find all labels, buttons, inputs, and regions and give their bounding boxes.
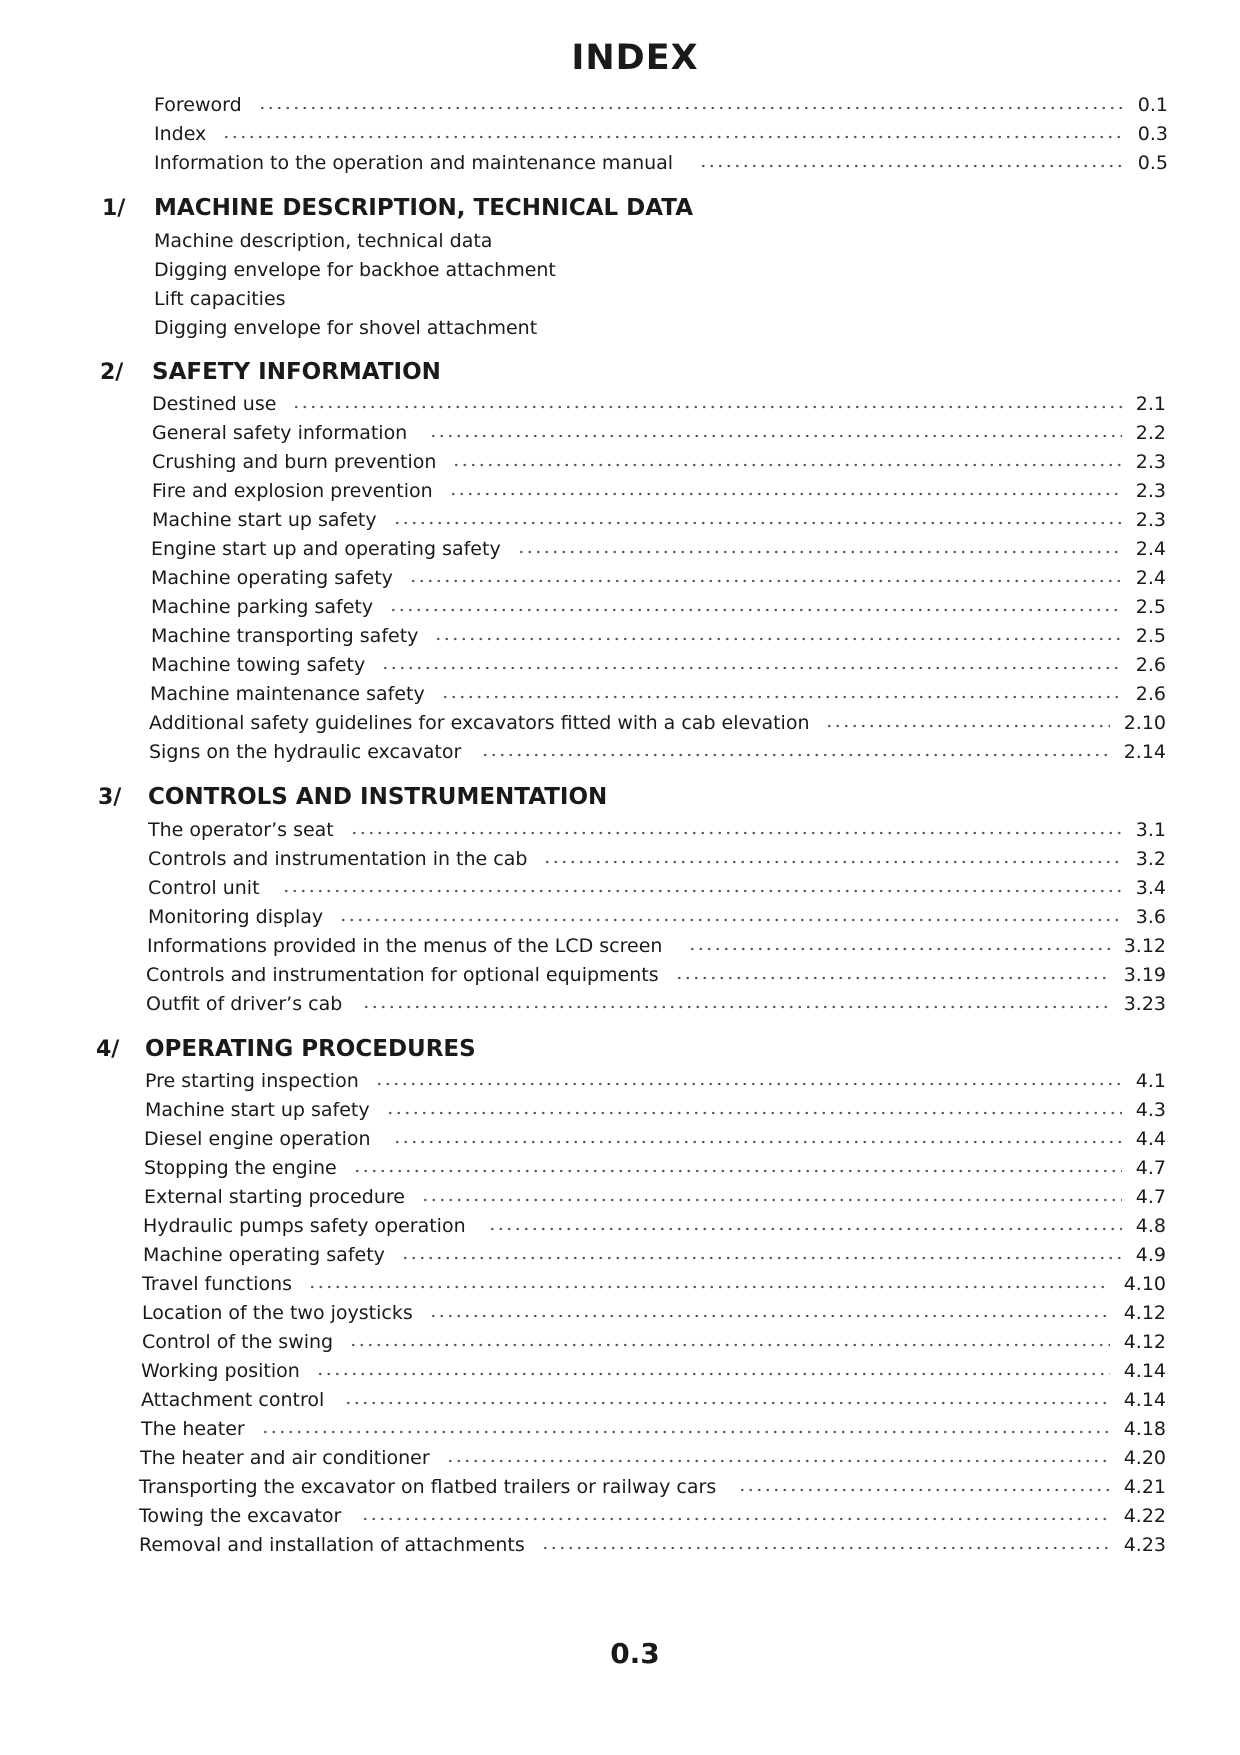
toc-entry[interactable] bbox=[154, 123, 1168, 151]
dot-leader bbox=[362, 1004, 1109, 1010]
toc-entry-label: Machine operating safety bbox=[151, 567, 393, 589]
toc-entry-label: Foreword bbox=[154, 94, 242, 116]
toc-entry[interactable] bbox=[142, 1331, 1166, 1359]
toc-entry-label: Crushing and burn prevention bbox=[152, 451, 437, 473]
toc-entry-label: Machine start up safety bbox=[145, 1099, 370, 1121]
toc-entry[interactable] bbox=[152, 451, 1166, 479]
toc-entry[interactable] bbox=[154, 259, 1168, 287]
section-title[interactable]: SAFETY INFORMATION bbox=[152, 359, 441, 385]
toc-entry-label: Control unit bbox=[148, 877, 260, 899]
dot-leader bbox=[282, 888, 1122, 894]
dot-leader bbox=[429, 1313, 1110, 1319]
toc-entry-page: 4.8 bbox=[1135, 1215, 1166, 1237]
toc-entry-label: The heater and air conditioner bbox=[140, 1447, 430, 1469]
toc-entry-label: Controls and instrumentation for optional equipments bbox=[146, 964, 659, 986]
dot-leader bbox=[488, 1226, 1122, 1232]
toc-entry-label: Monitoring display bbox=[148, 906, 324, 928]
toc-entry-page: 4.14 bbox=[1123, 1389, 1166, 1411]
toc-entry-label: The heater bbox=[141, 1418, 245, 1440]
dot-leader bbox=[675, 975, 1110, 981]
toc-entry[interactable] bbox=[152, 509, 1166, 537]
dot-leader bbox=[688, 946, 1109, 952]
toc-entry[interactable] bbox=[140, 1447, 1166, 1475]
toc-entry-label: Control of the swing bbox=[142, 1331, 334, 1353]
toc-entry-page: 2.10 bbox=[1123, 712, 1166, 734]
toc-entry-page: 4.12 bbox=[1123, 1331, 1166, 1353]
dot-leader bbox=[543, 859, 1121, 865]
toc-entry[interactable] bbox=[141, 1360, 1166, 1388]
dot-leader bbox=[308, 1284, 1110, 1290]
dot-leader bbox=[429, 433, 1122, 439]
dot-leader bbox=[292, 404, 1121, 410]
toc-entry-page: 3.1 bbox=[1135, 819, 1166, 841]
dot-leader bbox=[339, 917, 1122, 923]
toc-entry[interactable] bbox=[142, 1302, 1166, 1330]
toc-entry-label: Machine maintenance safety bbox=[150, 683, 425, 705]
toc-entry-label: Signs on the hydraulic excavator bbox=[149, 741, 462, 763]
toc-entry[interactable] bbox=[148, 877, 1166, 905]
toc-entry[interactable] bbox=[146, 993, 1166, 1021]
toc-entry-page: 2.4 bbox=[1135, 567, 1166, 589]
toc-entry-page: 0.1 bbox=[1137, 94, 1168, 116]
dot-leader bbox=[738, 1487, 1109, 1493]
toc-entry[interactable] bbox=[154, 317, 1168, 345]
toc-entry-page: 3.4 bbox=[1135, 877, 1166, 899]
dot-leader bbox=[409, 578, 1122, 584]
dot-leader bbox=[361, 1516, 1109, 1522]
toc-entry-page: 3.2 bbox=[1135, 848, 1166, 870]
toc-entry-page: 2.3 bbox=[1135, 509, 1166, 531]
toc-entry[interactable] bbox=[151, 538, 1166, 566]
toc-entry-page: 4.20 bbox=[1123, 1447, 1166, 1469]
dot-leader bbox=[401, 1255, 1122, 1261]
toc-entry[interactable] bbox=[144, 1186, 1166, 1214]
dot-leader bbox=[381, 665, 1122, 671]
toc-entry[interactable] bbox=[146, 964, 1166, 992]
dot-leader bbox=[393, 520, 1122, 526]
dot-leader bbox=[350, 830, 1122, 836]
toc-entry-page: 2.2 bbox=[1135, 422, 1166, 444]
toc-entry[interactable] bbox=[145, 1070, 1166, 1098]
section-number: 1/ bbox=[102, 196, 126, 221]
dot-leader bbox=[699, 163, 1124, 169]
toc-entry[interactable] bbox=[144, 1128, 1166, 1156]
toc-entry-page: 4.9 bbox=[1135, 1244, 1166, 1266]
dot-leader bbox=[344, 1400, 1109, 1406]
toc-entry-label: Fire and explosion prevention bbox=[152, 480, 433, 502]
section-title[interactable]: CONTROLS AND INSTRUMENTATION bbox=[148, 784, 608, 810]
toc-entry-page: 3.12 bbox=[1123, 935, 1166, 957]
toc-entry-label: Removal and installation of attachments bbox=[139, 1534, 525, 1556]
toc-entry-label: Location of the two joysticks bbox=[142, 1302, 413, 1324]
toc-entry-page: 4.12 bbox=[1123, 1302, 1166, 1324]
toc-entry[interactable] bbox=[154, 152, 1168, 180]
toc-entry-page: 0.3 bbox=[1137, 123, 1168, 145]
dot-leader bbox=[353, 1168, 1122, 1174]
toc-entry-page: 4.14 bbox=[1123, 1360, 1166, 1382]
toc-entry-label: Additional safety guidelines for excavators fitted with a cab elevation bbox=[149, 712, 810, 734]
toc-entry[interactable] bbox=[148, 906, 1166, 934]
toc-entry-page: 4.7 bbox=[1135, 1186, 1166, 1208]
toc-entry[interactable] bbox=[148, 848, 1166, 876]
toc-entry-page: 4.4 bbox=[1135, 1128, 1166, 1150]
page-number: 0.3 bbox=[610, 1637, 660, 1670]
toc-entry-page: 2.5 bbox=[1135, 625, 1166, 647]
toc-entry-label: General safety information bbox=[152, 422, 408, 444]
toc-entry[interactable] bbox=[145, 1099, 1166, 1127]
toc-entry-label: Machine transporting safety bbox=[151, 625, 419, 647]
toc-entry-label: Transporting the excavator on flatbed trailers or railway cars bbox=[139, 1476, 717, 1498]
toc-entry-label: Towing the excavator bbox=[139, 1505, 342, 1527]
toc-entry-label: Stopping the engine bbox=[144, 1157, 337, 1179]
toc-entry-label: Machine start up safety bbox=[152, 509, 377, 531]
toc-entry[interactable] bbox=[144, 1157, 1166, 1185]
dot-leader bbox=[393, 1139, 1122, 1145]
toc-entry-page: 4.22 bbox=[1123, 1505, 1166, 1527]
toc-entry-label: Lift capacities bbox=[154, 288, 286, 310]
toc-entry[interactable] bbox=[152, 480, 1166, 508]
toc-entry[interactable] bbox=[151, 654, 1166, 682]
toc-entry-page: 4.1 bbox=[1135, 1070, 1166, 1092]
toc-entry-label: Outfit of driver’s cab bbox=[146, 993, 343, 1015]
toc-entry-label: Machine operating safety bbox=[143, 1244, 385, 1266]
toc-entry-page: 3.23 bbox=[1123, 993, 1166, 1015]
toc-entry-page: 4.10 bbox=[1123, 1273, 1166, 1295]
dot-leader bbox=[481, 752, 1109, 758]
dot-leader bbox=[452, 462, 1121, 468]
dot-leader bbox=[825, 723, 1109, 729]
toc-entry-page: 2.6 bbox=[1135, 654, 1166, 676]
dot-leader bbox=[421, 1197, 1122, 1203]
toc-entry-page: 2.6 bbox=[1135, 683, 1166, 705]
toc-entry[interactable] bbox=[151, 625, 1166, 653]
toc-entry-page: 2.5 bbox=[1135, 596, 1166, 618]
toc-entry-label: Index bbox=[154, 123, 207, 145]
dot-leader bbox=[541, 1545, 1110, 1551]
toc-entry-label: The operator’s seat bbox=[148, 819, 334, 841]
section-number: 3/ bbox=[98, 785, 122, 810]
toc-entry-label: Attachment control bbox=[141, 1389, 325, 1411]
toc-entry-label: External starting procedure bbox=[144, 1186, 405, 1208]
dot-leader bbox=[375, 1081, 1122, 1087]
toc-entry[interactable] bbox=[143, 1215, 1166, 1243]
toc-entry-label: Controls and instrumentation in the cab bbox=[148, 848, 528, 870]
toc-entry-label: Machine description, technical data bbox=[154, 230, 493, 252]
toc-entry[interactable] bbox=[143, 1244, 1166, 1272]
toc-entry[interactable] bbox=[139, 1534, 1166, 1562]
section-number: 2/ bbox=[100, 360, 124, 385]
toc-entry-page: 2.4 bbox=[1135, 538, 1166, 560]
section-title[interactable]: OPERATING PROCEDURES bbox=[145, 1036, 476, 1062]
toc-entry-label: Digging envelope for shovel attachment bbox=[154, 317, 538, 339]
toc-entry[interactable] bbox=[150, 683, 1166, 711]
toc-entry-label: Digging envelope for backhoe attachment bbox=[154, 259, 556, 281]
toc-entry-page: 4.3 bbox=[1135, 1099, 1166, 1121]
toc-entry-page: 4.7 bbox=[1135, 1157, 1166, 1179]
toc-entry-page: 2.14 bbox=[1123, 741, 1166, 763]
toc-entry[interactable] bbox=[139, 1505, 1166, 1533]
toc-entry-label: Travel functions bbox=[142, 1273, 293, 1295]
dot-leader bbox=[316, 1371, 1110, 1377]
toc-entry[interactable] bbox=[149, 741, 1166, 769]
toc-entry[interactable] bbox=[154, 94, 1168, 122]
toc-entry-page: 2.1 bbox=[1135, 393, 1166, 415]
toc-entry-page: 2.3 bbox=[1135, 451, 1166, 473]
dot-leader bbox=[446, 1458, 1110, 1464]
toc-entry[interactable] bbox=[147, 935, 1166, 963]
dot-leader bbox=[434, 636, 1121, 642]
toc-entry-label: Destined use bbox=[152, 393, 277, 415]
dot-leader bbox=[441, 694, 1122, 700]
toc-entry-page: 3.6 bbox=[1135, 906, 1166, 928]
toc-entry-page: 0.5 bbox=[1137, 152, 1168, 174]
toc-entry-page: 2.3 bbox=[1135, 480, 1166, 502]
dot-leader bbox=[517, 549, 1122, 555]
dot-leader bbox=[389, 607, 1122, 613]
toc-entry-label: Diesel engine operation bbox=[144, 1128, 371, 1150]
toc-entry-label: Working position bbox=[141, 1360, 300, 1382]
toc-entry-label: Engine start up and operating safety bbox=[151, 538, 501, 560]
page-title: INDEX bbox=[571, 38, 699, 78]
toc-entry[interactable] bbox=[154, 230, 1168, 258]
toc-entry-label: Pre starting inspection bbox=[145, 1070, 359, 1092]
toc-entry[interactable] bbox=[148, 819, 1166, 847]
dot-leader bbox=[349, 1342, 1110, 1348]
toc-entry[interactable] bbox=[141, 1418, 1166, 1446]
dot-leader bbox=[386, 1110, 1122, 1116]
toc-entry-page: 4.23 bbox=[1123, 1534, 1166, 1556]
toc-entry[interactable] bbox=[152, 422, 1166, 450]
toc-entry[interactable] bbox=[141, 1389, 1166, 1417]
toc-entry-label: Machine towing safety bbox=[151, 654, 366, 676]
toc-entry[interactable] bbox=[152, 393, 1166, 421]
toc-entry[interactable] bbox=[142, 1273, 1166, 1301]
toc-entry[interactable] bbox=[151, 596, 1166, 624]
section-number: 4/ bbox=[96, 1037, 120, 1062]
toc-entry-label: Hydraulic pumps safety operation bbox=[143, 1215, 466, 1237]
toc-entry[interactable] bbox=[139, 1476, 1166, 1504]
dot-leader bbox=[222, 134, 1123, 140]
toc-entry[interactable] bbox=[154, 288, 1168, 316]
toc-entry-page: 4.21 bbox=[1123, 1476, 1166, 1498]
dot-leader bbox=[261, 1429, 1110, 1435]
toc-entry-page: 4.18 bbox=[1123, 1418, 1166, 1440]
dot-leader bbox=[449, 491, 1122, 497]
toc-entry-label: Informations provided in the menus of the LCD screen bbox=[147, 935, 663, 957]
toc-entry-page: 3.19 bbox=[1123, 964, 1166, 986]
toc-entry-label: Machine parking safety bbox=[151, 596, 374, 618]
toc-entry-label: Information to the operation and maintenance manual bbox=[154, 152, 674, 174]
toc-entry[interactable] bbox=[151, 567, 1166, 595]
dot-leader bbox=[258, 105, 1124, 111]
toc-entry[interactable] bbox=[149, 712, 1166, 740]
section-title[interactable]: MACHINE DESCRIPTION, TECHNICAL DATA bbox=[154, 195, 693, 221]
